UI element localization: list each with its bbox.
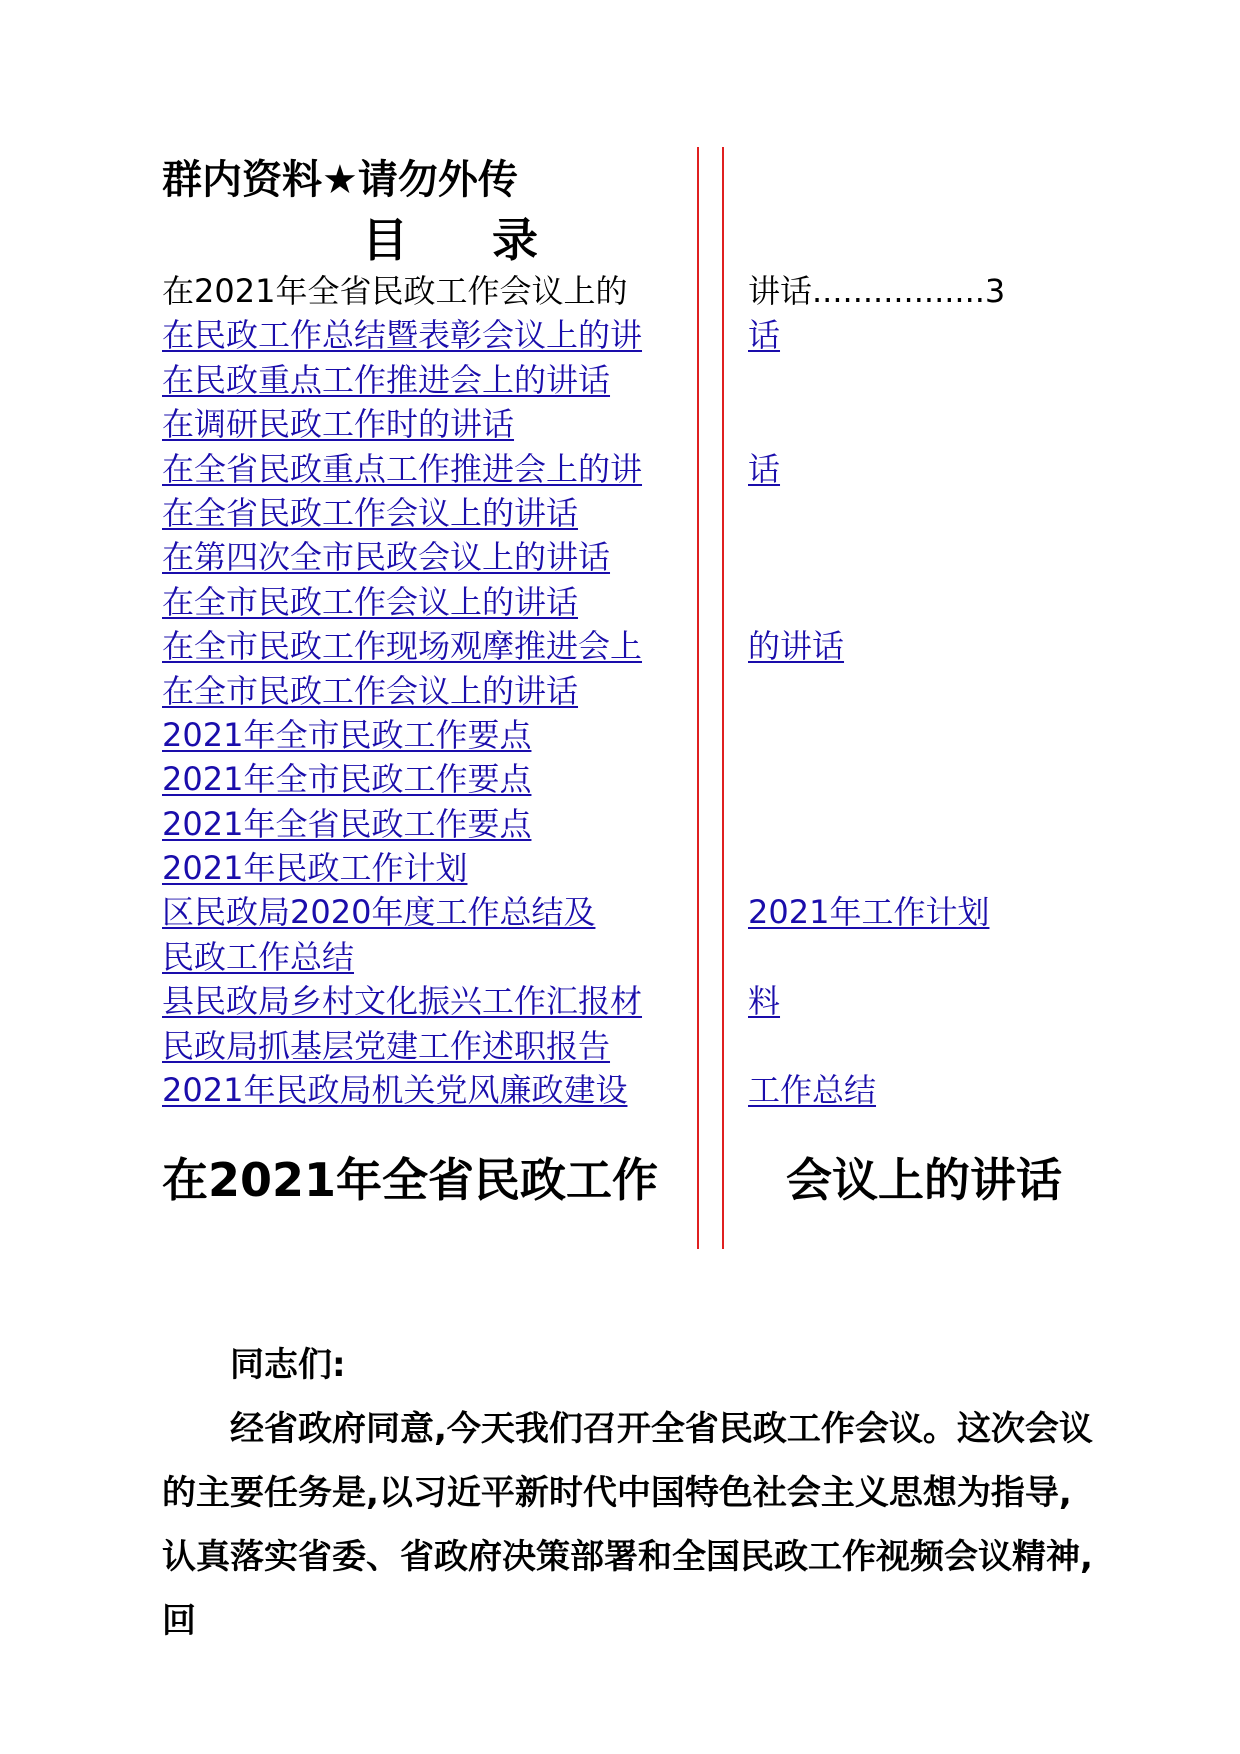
toc-entry-title[interactable]: 区民政局2020年度工作总结及 (162, 893, 596, 932)
toc-entry-continuation[interactable]: 工作总结 (748, 1071, 877, 1110)
toc-entry[interactable] (0, 890, 1240, 934)
toc-entry (0, 269, 1240, 313)
toc-entry[interactable] (0, 935, 1240, 979)
toc-entry[interactable] (0, 580, 1240, 624)
toc-entry-title[interactable]: 2021年全市民政工作要点 (162, 715, 532, 754)
toc-entry[interactable] (0, 447, 1240, 491)
toc-entry[interactable] (0, 624, 1240, 668)
toc-entry-title[interactable]: 县民政局乡村文化振兴工作汇报材 (162, 982, 643, 1021)
toc-entry-title[interactable]: 在全市民政工作会议上的讲话 (162, 582, 579, 621)
table-of-contents (0, 269, 1240, 1112)
toc-entry-continuation[interactable]: 2021年工作计划 (748, 893, 990, 932)
toc-entry-continuation[interactable]: 料 (748, 982, 781, 1021)
toc-entry-title[interactable]: 2021年全省民政工作要点 (162, 804, 532, 843)
toc-entry-title[interactable]: 在调研民政工作时的讲话 (162, 405, 515, 444)
toc-entry[interactable] (0, 802, 1240, 846)
toc-entry[interactable] (0, 358, 1240, 402)
toc-entry-title[interactable]: 民政局抓基层党建工作述职报告 (162, 1026, 611, 1065)
toc-entry[interactable] (0, 402, 1240, 446)
toc-entry[interactable] (0, 846, 1240, 890)
section-heading-right: 会议上的讲话 (786, 1153, 1062, 1207)
speech-body (162, 1333, 1102, 1653)
toc-entry-title[interactable]: 在民政工作总结暨表彰会议上的讲 (162, 316, 643, 355)
toc-entry-continuation[interactable]: 的讲话 (748, 627, 845, 666)
toc-entry[interactable] (0, 979, 1240, 1023)
toc-entry-title[interactable]: 民政工作总结 (162, 937, 355, 976)
toc-entry-continuation: 讲话.................3 (748, 272, 1006, 310)
toc-entry-title[interactable]: 在全省民政工作会议上的讲话 (162, 493, 579, 532)
toc-entry-title[interactable]: 2021年全市民政工作要点 (162, 760, 532, 799)
toc-entry[interactable] (0, 313, 1240, 357)
toc-entry-title[interactable]: 在民政重点工作推进会上的讲话 (162, 360, 611, 399)
toc-entry-title[interactable]: 2021年民政工作计划 (162, 849, 468, 888)
toc-entry-title[interactable]: 2021年民政局机关党风廉政建设 (162, 1071, 628, 1110)
toc-entry[interactable] (0, 1068, 1240, 1112)
toc-entry[interactable] (0, 669, 1240, 713)
toc-title: 目 录 (361, 213, 572, 267)
toc-entry[interactable] (0, 713, 1240, 757)
toc-entry[interactable] (0, 535, 1240, 579)
toc-entry-title[interactable]: 在全市民政工作会议上的讲话 (162, 671, 579, 710)
toc-entry-title[interactable]: 在全省民政重点工作推进会上的讲 (162, 449, 643, 488)
salutation: 同志们: (230, 1345, 346, 1385)
toc-entry-title: 在2021年全省民政工作会议上的 (162, 272, 628, 310)
section-heading-left: 在2021年全省民政工作 (162, 1153, 659, 1207)
watermark-header: 群内资料★请勿外传 (162, 157, 518, 203)
toc-entry-continuation[interactable]: 话 (748, 449, 781, 488)
body-paragraph: 经省政府同意,今天我们召开全省民政工作会议。这次会议的主要任务是,以习近平新时代中国特色社会主义思想为指导,认真落实省委、省政府决策部署和全国民政工作视频会议精神,回 (162, 1409, 1093, 1641)
toc-entry[interactable] (0, 757, 1240, 801)
toc-entry-title[interactable]: 在第四次全市民政会议上的讲话 (162, 538, 611, 577)
toc-entry[interactable] (0, 491, 1240, 535)
toc-entry-title[interactable]: 在全市民政工作现场观摩推进会上 (162, 627, 643, 666)
toc-entry[interactable] (0, 1024, 1240, 1068)
toc-entry-continuation[interactable]: 话 (748, 316, 781, 355)
